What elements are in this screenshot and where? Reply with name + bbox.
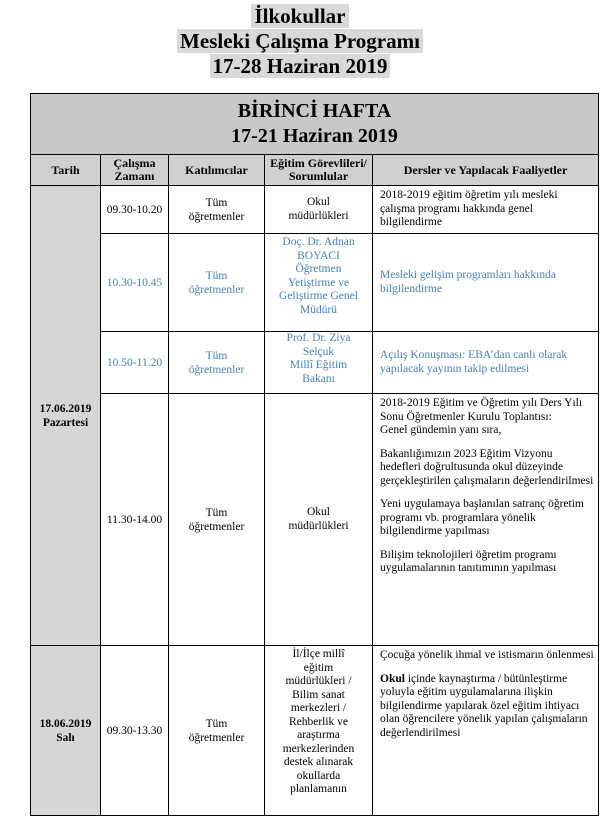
activities-cell [373, 394, 599, 646]
participants-cell [169, 332, 265, 394]
activity-lead-word: Okul [380, 672, 408, 685]
activities-cell [373, 186, 599, 234]
participants-line: Tüm [205, 349, 228, 362]
participants-line: öğretmenler [188, 363, 245, 376]
responsible-line: merkezlerinden [282, 742, 355, 755]
activity-text: Genel gündemin yanı sıra, [380, 424, 502, 436]
responsible-cell [265, 394, 373, 646]
title-line-3: 17-28 Haziran 2019 [210, 54, 391, 78]
responsible-line: okullarda [296, 769, 341, 782]
responsible-line: Millî Eğitim [289, 359, 348, 371]
responsible-line: planlamanın [290, 783, 347, 795]
title-line-1: İlkokullar [251, 4, 348, 28]
day-cell-monday [31, 186, 101, 646]
col-resp-line2: Sorumlular [288, 169, 349, 183]
day-weekday: Salı [56, 731, 75, 744]
participants-line: Tüm [205, 506, 228, 519]
col-resp-line1: Eğitim Görevlileri/ [270, 156, 367, 170]
participants-line: Tüm [205, 196, 228, 209]
responsible-line: Okul [307, 506, 330, 518]
responsible-line: Geliştirme Genel [279, 290, 358, 302]
activity-text: Mesleki gelişim programları hakkında bilgilendirme [380, 269, 556, 295]
responsible-line: Rehberlik ve [288, 715, 349, 728]
responsible-line: destek alınarak [283, 756, 354, 768]
responsible-cell [265, 186, 373, 234]
participants-line: Tüm [205, 269, 228, 282]
responsible-line: Yetiştirme ve [287, 276, 350, 289]
participants-cell [169, 186, 265, 234]
participants-line: öğretmenler [188, 520, 245, 533]
col-responsible [265, 155, 373, 186]
document-title [0, 4, 600, 79]
responsible-line: merkezleri / [290, 702, 347, 714]
responsible-line: BOYACI [297, 249, 340, 262]
day-date: 18.06.2019 [39, 717, 92, 730]
responsible-line: araştırma [297, 729, 340, 741]
time-cell: 09.30-10.20 [101, 186, 169, 234]
col-time-line2: Zamanı [114, 169, 155, 183]
participants-line: öğretmenler [188, 283, 245, 296]
activity-text: Okul içinde kaynaştırma / bütünleştirme yoluyla eğitim uygulamalarına ilişkin bilgilendirme yapılarak özel eğitim ihtiyacı olan öğrencilere yönelik yapılan çalışmaların değerlendirilmesi [380, 672, 588, 739]
week-dates: 17-21 Haziran 2019 [231, 125, 398, 147]
day-date: 17.06.2019 [39, 402, 92, 415]
participants-cell [169, 234, 265, 332]
responsible-line: müdürlükleri [288, 209, 349, 222]
week-name: BİRİNCİ HAFTA [237, 100, 392, 122]
activity-text: Açılış Konuşması: EBA’dan canlı olarak yapılacak yayının takip edilmesi [380, 349, 568, 375]
table-row [31, 394, 599, 646]
activity-text: Bilişim teknolojileri öğretim programı uygulamalarının tanıtımının yapılması [380, 548, 557, 574]
responsible-line: Okul [307, 196, 330, 208]
schedule-table [30, 93, 599, 816]
responsible-line: müdürlükleri / [285, 675, 352, 687]
activity-text: Çocuğa yönelik ihmal ve istismarın önlenmesi [380, 649, 594, 661]
participants-cell [169, 646, 265, 816]
activity-text: 2018-2019 eğitim öğretim yılı mesleki çalışma programı hakkında genel bilgilendirme [380, 189, 558, 228]
participants-cell [169, 394, 265, 646]
title-line-2: Mesleki Çalışma Programı [177, 29, 423, 53]
column-header-row [31, 155, 599, 186]
time-cell: 11.30-14.00 [101, 394, 169, 646]
activities-cell [373, 234, 599, 332]
responsible-line: Bilim sanat [292, 688, 345, 701]
responsible-cell [265, 332, 373, 394]
time-cell: 10.50-11.20 [101, 332, 169, 394]
table-row [31, 646, 599, 816]
table-row [31, 234, 599, 332]
table-row [31, 332, 599, 394]
day-weekday: Pazartesi [42, 416, 89, 429]
col-time [101, 155, 169, 186]
participants-line: Tüm [205, 717, 228, 730]
activity-text: Yeni uygulamaya başlanılan satranç öğretim programı vb. programlara yönelik bilgilendirme yapılması [380, 498, 584, 537]
time-cell: 09.30-13.30 [101, 646, 169, 816]
participants-line: öğretmenler [188, 210, 245, 223]
col-time-line1: Çalışma [113, 156, 156, 170]
participants-line: öğretmenler [188, 731, 245, 744]
responsible-line: Müdürü [299, 303, 338, 316]
col-participants: Katılımcılar [169, 155, 265, 186]
responsible-line: Selçuk [302, 345, 335, 358]
time-cell: 10.30-10.45 [101, 234, 169, 332]
activity-text: 2018-2019 Eğitim ve Öğretim yılı Ders Yılı Sonu Öğretmenler Kurulu Toplantısı: [380, 397, 583, 423]
responsible-line: eğitim [303, 661, 334, 674]
week-header [31, 94, 599, 155]
activities-cell [373, 646, 599, 816]
day-cell-tuesday [31, 646, 101, 816]
activities-cell [373, 332, 599, 394]
responsible-line: Öğretmen [295, 263, 342, 275]
responsible-line: Doç. Dr. Adnan [282, 236, 355, 248]
responsible-cell [265, 646, 373, 816]
responsible-line: İl/İlçe millî [292, 648, 345, 660]
col-date: Tarih [31, 155, 101, 186]
col-activities: Dersler ve Yapılacak Faaliyetler [373, 155, 599, 186]
responsible-line: müdürlükleri [288, 519, 349, 532]
table-row [31, 186, 599, 234]
responsible-line: Prof. Dr. Ziya [286, 332, 351, 344]
responsible-cell [265, 234, 373, 332]
responsible-line: Bakanı [302, 372, 335, 385]
activity-text: Bakanlığımızın 2023 Eğitim Vizyonu hedefleri doğrultusunda okul düzeyinde gerçekleştirilen çalışmaların değerlendirilmesi [380, 447, 594, 487]
